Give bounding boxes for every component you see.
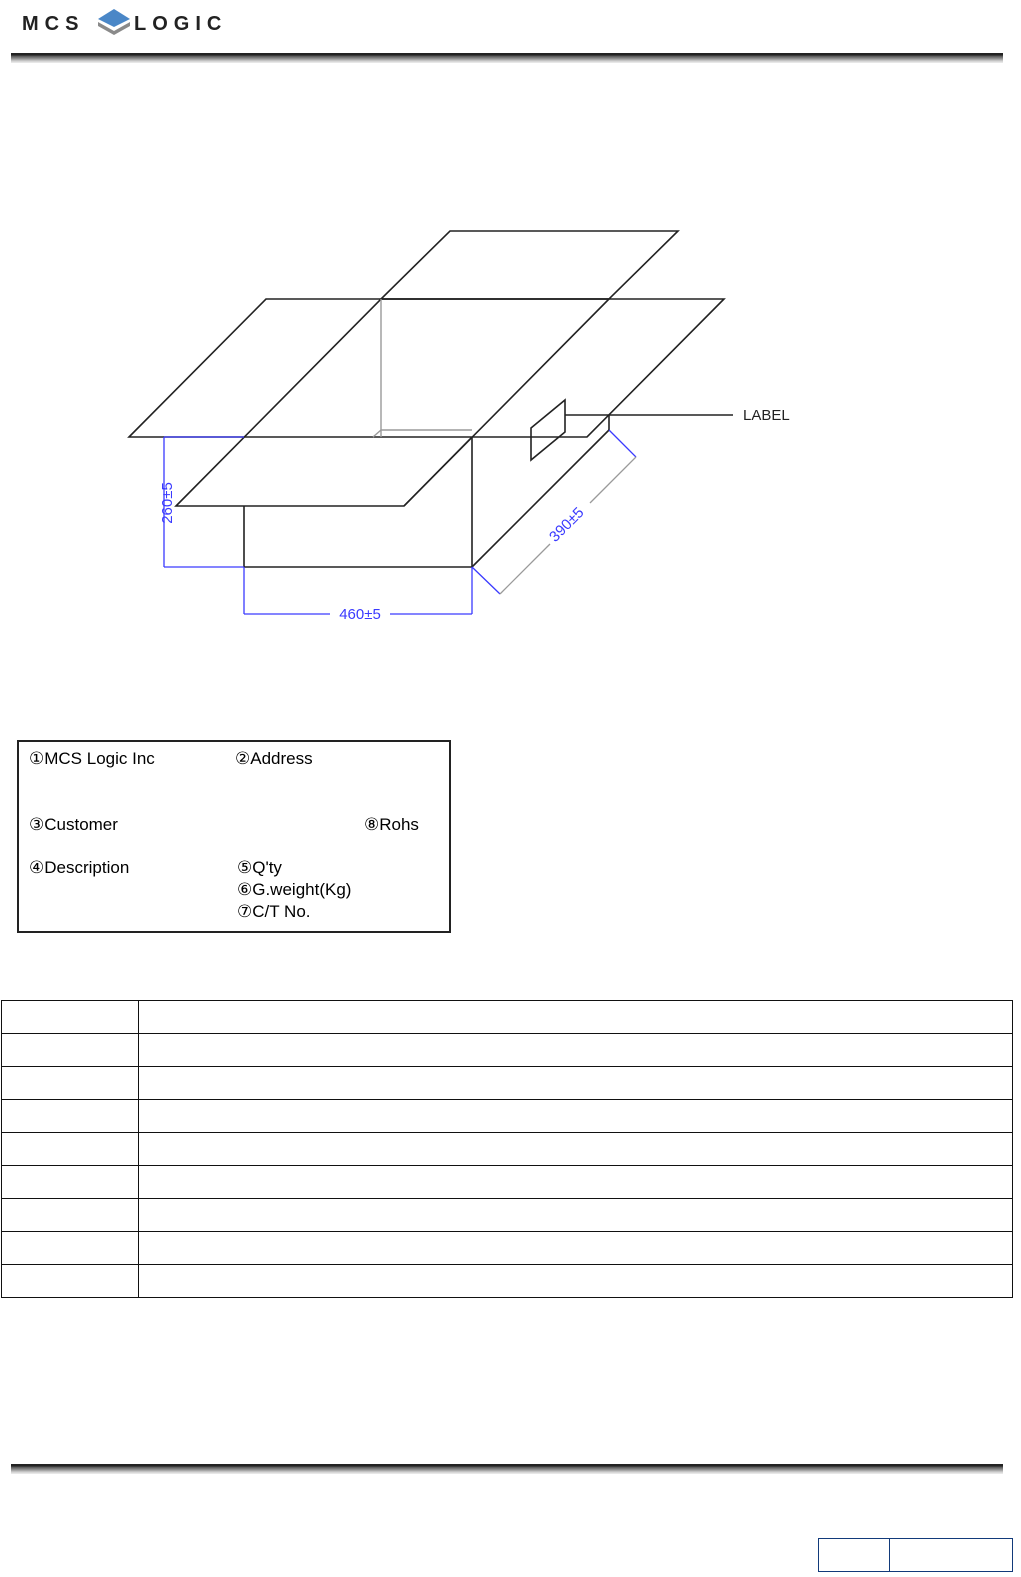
table-cell-key (2, 1232, 139, 1265)
page-cell-total (890, 1539, 1012, 1571)
table-cell-value (139, 1034, 1013, 1067)
table-row (2, 1265, 1013, 1298)
page-cell-current (819, 1539, 890, 1571)
table-cell-value (139, 1166, 1013, 1199)
table-row (2, 1166, 1013, 1199)
label-field-gross-weight: ⑥G.weight(Kg) (237, 880, 352, 899)
table-row (2, 1001, 1013, 1034)
label-rectangle (531, 400, 565, 460)
table-cell-key (2, 1265, 139, 1298)
table-row (2, 1199, 1013, 1232)
table-cell-key (2, 1199, 139, 1232)
table-cell-value (139, 1067, 1013, 1100)
label-field-quantity: ⑤Q'ty (237, 858, 282, 877)
width-dimension-text: 460±5 (339, 606, 381, 623)
table-cell-value (139, 1100, 1013, 1133)
table-cell-key (2, 1034, 139, 1067)
table-cell-key (2, 1067, 139, 1100)
top-flap-back (129, 299, 724, 437)
spec-table (1, 1000, 1013, 1298)
logo-text-left: MCS (22, 13, 85, 35)
table-cell-key (2, 1001, 139, 1034)
table-cell-key (2, 1133, 139, 1166)
box-outline (129, 231, 724, 567)
table-row (2, 1232, 1013, 1265)
box-drawing (0, 0, 1021, 700)
label-template (17, 740, 451, 933)
table-cell-value (139, 1001, 1013, 1034)
table-cell-key (2, 1166, 139, 1199)
logo-text-right: LOGIC (134, 13, 228, 35)
table-row (2, 1034, 1013, 1067)
label-field-customer: ③Customer (29, 815, 118, 834)
footer-rule (11, 1464, 1003, 1474)
box-inner-lines (373, 299, 472, 437)
table-row (2, 1067, 1013, 1100)
table-cell-value (139, 1199, 1013, 1232)
label-field-company: ①MCS Logic Inc (29, 749, 155, 768)
height-dimension-text: 260±5 (159, 482, 176, 524)
table-cell-value (139, 1265, 1013, 1298)
top-flap-rear (381, 231, 678, 299)
top-flap-front (176, 299, 609, 506)
depth-dimension-text: 390±5 (546, 504, 588, 546)
label-field-carton-number: ⑦C/T No. (237, 902, 311, 921)
label-callout-text: LABEL (743, 407, 790, 424)
table-row (2, 1100, 1013, 1133)
label-field-address: ②Address (235, 749, 313, 768)
page-number-box (818, 1538, 1013, 1572)
table-cell-value (139, 1232, 1013, 1265)
table-row (2, 1133, 1013, 1166)
label-field-rohs: ⑧Rohs (364, 815, 419, 834)
table-cell-value (139, 1133, 1013, 1166)
label-field-description: ④Description (29, 858, 130, 877)
table-cell-key (2, 1100, 139, 1133)
